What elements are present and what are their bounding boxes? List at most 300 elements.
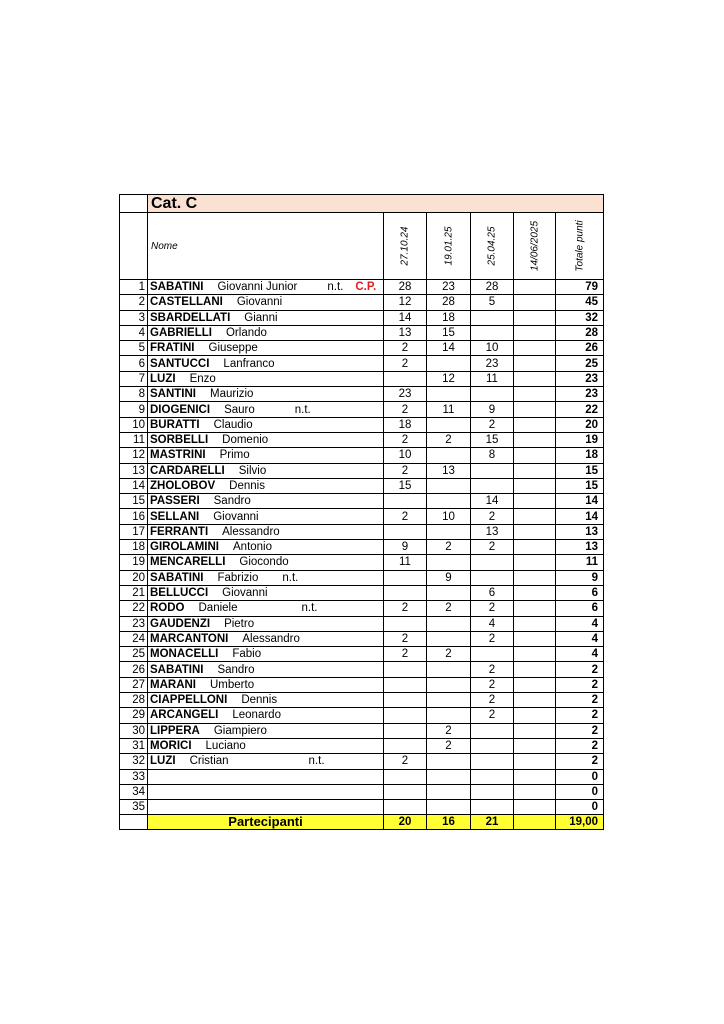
total-points-cell: 28 [556,325,604,340]
points-cell: 14 [471,494,514,509]
participant-name-cell [148,693,384,708]
points-cell: 14 [427,341,471,356]
points-cell: 13 [471,524,514,539]
participants-row [120,815,604,830]
standings-table [119,194,604,830]
row-number: 33 [120,769,148,784]
points-cell [427,387,471,402]
participant-name-cell [148,463,384,478]
points-cell: 23 [471,356,514,371]
points-cell: 2 [384,509,427,524]
participant-name-cell [148,524,384,539]
participant-surname: SABATINI [150,571,204,584]
total-points-cell: 6 [556,585,604,600]
table-row [120,738,604,753]
cp-marker: C.P. [355,281,377,294]
points-cell: 2 [427,647,471,662]
points-cell [427,555,471,570]
points-cell [471,647,514,662]
points-cell: 28 [427,295,471,310]
points-cell [514,356,556,371]
table-row [120,647,604,662]
header-blank-cell [120,213,148,280]
footer-blank-cell [120,815,148,830]
participant-name-cell [148,356,384,371]
points-cell [471,754,514,769]
points-cell: 14 [384,310,427,325]
points-cell: 2 [427,432,471,447]
participant-given-name: Dennis [241,694,278,707]
participant-name-cell [148,585,384,600]
participant-surname: MASTRINI [150,449,206,462]
points-cell: 18 [427,310,471,325]
row-number: 27 [120,677,148,692]
participants-count-cell: 20 [384,815,427,830]
participant-name-cell [148,509,384,524]
participant-given-name: Gianni [244,311,278,324]
total-points-cell: 79 [556,280,604,295]
table-row [120,402,604,417]
points-cell: 12 [427,371,471,386]
row-number: 17 [120,524,148,539]
participant-surname: SANTUCCI [150,357,210,370]
points-cell [514,754,556,769]
table-row [120,555,604,570]
row-number: 10 [120,417,148,432]
participant-name-cell [148,417,384,432]
participant-name-cell [148,708,384,723]
participant-name-cell [148,616,384,631]
table-row [120,769,604,784]
participant-given-name: Sandro [213,495,251,508]
points-cell [514,631,556,646]
row-number: 9 [120,402,148,417]
row-number: 32 [120,754,148,769]
points-cell: 2 [471,631,514,646]
participant-name-cell [148,280,384,295]
total-points-cell: 45 [556,295,604,310]
table-row [120,494,604,509]
points-cell [471,555,514,570]
points-cell: 10 [471,341,514,356]
participant-given-name: Orlando [225,327,267,340]
points-cell [471,387,514,402]
points-cell: 2 [384,601,427,616]
points-cell: 4 [471,616,514,631]
points-cell [427,448,471,463]
row-number: 12 [120,448,148,463]
points-cell: 2 [471,417,514,432]
row-number: 13 [120,463,148,478]
points-cell: 28 [384,280,427,295]
total-points-cell: 0 [556,784,604,799]
points-cell [514,784,556,799]
points-cell [427,677,471,692]
points-cell: 2 [384,432,427,447]
points-cell [514,601,556,616]
points-cell [514,555,556,570]
points-cell [427,417,471,432]
total-points-cell: 9 [556,570,604,585]
participant-name-cell [148,325,384,340]
participant-given-name: Giovanni [213,510,259,523]
participant-surname: MENCARELLI [150,556,226,569]
row-number: 34 [120,784,148,799]
participant-name-cell [148,310,384,325]
total-points-cell: 2 [556,662,604,677]
table-row [120,387,604,402]
row-number: 21 [120,585,148,600]
participant-name-cell [148,662,384,677]
table-row [120,800,604,815]
points-cell: 2 [471,662,514,677]
total-points-cell: 13 [556,524,604,539]
total-points-cell: 18 [556,448,604,463]
points-cell [384,524,427,539]
row-number: 24 [120,631,148,646]
participant-given-name: Pietro [224,617,255,630]
points-cell [427,631,471,646]
participant-surname: MORICI [150,740,192,753]
nt-marker: n.t. [327,281,344,294]
points-cell: 2 [384,754,427,769]
participant-given-name: Daniele [198,602,238,615]
participant-surname: BURATTI [150,418,200,431]
participant-name-cell [148,738,384,753]
nt-marker: n.t. [282,571,299,584]
row-number: 35 [120,800,148,815]
row-number: 19 [120,555,148,570]
points-cell [514,402,556,417]
participants-count-cell [514,815,556,830]
name-header: Nome [148,213,384,280]
total-points-cell: 26 [556,341,604,356]
points-cell [514,769,556,784]
participant-surname: GAUDENZI [150,617,211,630]
points-cell: 2 [471,540,514,555]
total-points-cell: 13 [556,540,604,555]
points-cell: 2 [384,647,427,662]
nt-marker: n.t. [308,755,325,768]
participant-name-cell [148,754,384,769]
points-cell [514,738,556,753]
participant-surname: CASTELLANI [150,296,223,309]
participant-surname: SANTINI [150,388,196,401]
participant-surname: CARDARELLI [150,464,225,477]
points-cell [427,585,471,600]
date-header-label: 27.10.24 [399,226,411,266]
points-cell: 8 [471,448,514,463]
participant-surname: CIAPPELLONI [150,694,228,707]
points-cell: 2 [471,708,514,723]
participant-surname: MARCANTONI [150,632,229,645]
participant-name-cell [148,784,384,799]
total-points-cell: 6 [556,601,604,616]
participant-surname: DIOGENICI [150,403,211,416]
participant-surname: SABATINI [150,663,204,676]
total-points-cell: 15 [556,463,604,478]
participant-surname: SBARDELLATI [150,311,231,324]
total-points-cell: 32 [556,310,604,325]
total-points-cell: 22 [556,402,604,417]
points-cell [514,417,556,432]
participant-given-name: Dennis [229,480,265,492]
points-cell: 23 [427,280,471,295]
points-cell [384,693,427,708]
participant-given-name: Sauro [224,403,255,416]
total-points-cell: 14 [556,509,604,524]
participant-given-name: Alessandro [222,525,280,538]
points-cell: 2 [384,463,427,478]
points-cell: 13 [384,325,427,340]
points-cell: 2 [384,341,427,356]
participant-surname: PASSERI [150,495,200,508]
row-number: 23 [120,616,148,631]
table-row [120,448,604,463]
participant-name-cell [148,570,384,585]
row-number: 30 [120,723,148,738]
points-cell [514,448,556,463]
points-cell: 11 [384,555,427,570]
points-cell: 11 [427,402,471,417]
sheet-title: Cat. C [148,195,604,213]
points-cell [427,800,471,815]
table-row [120,631,604,646]
total-points-cell: 23 [556,387,604,402]
points-cell [514,478,556,493]
participant-surname: RODO [150,602,185,615]
points-cell [514,387,556,402]
points-cell [427,616,471,631]
date-header-4 [514,213,556,280]
total-points-cell: 2 [556,723,604,738]
row-number: 2 [120,295,148,310]
total-points-cell: 2 [556,708,604,723]
table-row [120,677,604,692]
row-number: 6 [120,356,148,371]
participant-name-cell [148,800,384,815]
points-cell: 2 [427,601,471,616]
total-points-cell: 4 [556,647,604,662]
participant-given-name: Fabrizio [217,571,259,584]
participant-given-name: Umberto [210,678,255,691]
points-cell [427,784,471,799]
table-row [120,723,604,738]
points-cell [514,693,556,708]
row-number: 31 [120,738,148,753]
row-number: 7 [120,371,148,386]
points-cell [427,662,471,677]
participant-surname: GIROLAMINI [150,541,219,554]
total-points-cell: 14 [556,494,604,509]
points-cell: 2 [384,356,427,371]
total-points-cell: 2 [556,738,604,753]
points-cell [514,570,556,585]
participant-given-name: Enzo [189,372,216,385]
points-cell [471,310,514,325]
row-number: 22 [120,601,148,616]
points-cell [427,478,471,493]
points-cell [471,769,514,784]
total-points-cell: 4 [556,631,604,646]
row-number: 26 [120,662,148,677]
table-row [120,601,604,616]
participant-given-name: Giovanni [222,587,268,600]
points-cell: 6 [471,585,514,600]
points-cell: 2 [471,693,514,708]
points-cell: 12 [384,295,427,310]
date-header-2 [427,213,471,280]
points-cell [384,371,427,386]
points-cell [427,769,471,784]
points-cell [427,693,471,708]
points-cell: 10 [384,448,427,463]
participant-given-name: Lanfranco [223,357,275,370]
row-number: 18 [120,540,148,555]
table-row [120,585,604,600]
points-cell [514,800,556,815]
participant-given-name: Antonio [233,541,273,554]
row-number: 8 [120,387,148,402]
points-cell: 9 [427,570,471,585]
title-row [120,195,604,213]
row-number: 5 [120,341,148,356]
points-cell: 9 [471,402,514,417]
points-cell [471,570,514,585]
participant-given-name: Giocondo [239,556,289,569]
participant-given-name: Silvio [238,464,267,477]
total-points-cell: 4 [556,616,604,631]
points-cell [384,723,427,738]
participant-given-name: Sandro [217,663,255,676]
table-row [120,295,604,310]
row-number: 3 [120,310,148,325]
points-cell [427,754,471,769]
points-cell [514,325,556,340]
participant-name-cell [148,631,384,646]
participant-name-cell [148,341,384,356]
points-cell [471,463,514,478]
participant-surname: ARCANGELI [150,709,219,722]
participant-name-cell [148,540,384,555]
row-number: 20 [120,570,148,585]
points-cell [514,341,556,356]
participant-given-name: Claudio [213,418,253,431]
points-cell: 10 [427,509,471,524]
participant-name-cell [148,295,384,310]
participant-surname: GABRIELLI [150,327,212,340]
points-cell [514,616,556,631]
total-header [556,213,604,280]
total-points-cell: 20 [556,417,604,432]
table-row [120,463,604,478]
points-cell: 2 [384,631,427,646]
participant-name-cell [148,371,384,386]
table-row [120,310,604,325]
row-number: 28 [120,693,148,708]
points-cell: 23 [384,387,427,402]
points-cell: 5 [471,295,514,310]
participants-count-cell: 16 [427,815,471,830]
participant-surname: SELLANI [150,510,200,523]
points-cell [427,356,471,371]
points-cell [384,662,427,677]
total-points-cell: 0 [556,800,604,815]
participant-name-cell [148,647,384,662]
points-cell [384,769,427,784]
points-cell: 2 [427,738,471,753]
row-number: 4 [120,325,148,340]
total-points-cell: 19 [556,432,604,447]
points-cell: 15 [471,432,514,447]
points-cell [471,325,514,340]
table-row [120,417,604,432]
table-row [120,509,604,524]
row-number: 25 [120,647,148,662]
points-cell [384,585,427,600]
participant-name-cell [148,677,384,692]
points-cell [427,524,471,539]
points-cell [514,463,556,478]
points-cell: 11 [471,371,514,386]
points-cell [514,540,556,555]
participant-name-cell [148,769,384,784]
points-cell: 15 [384,478,427,493]
table-row [120,341,604,356]
points-cell: 18 [384,417,427,432]
points-cell [384,784,427,799]
row-number: 1 [120,280,148,295]
nt-marker: n.t. [294,403,311,416]
participant-surname: MONACELLI [150,648,219,661]
total-points-cell: 23 [556,371,604,386]
table-row [120,280,604,295]
points-cell [427,494,471,509]
table-row [120,356,604,371]
date-header-3 [471,213,514,280]
points-cell [471,738,514,753]
points-cell [384,677,427,692]
participant-name-cell [148,494,384,509]
participant-surname: LIPPERA [150,724,200,737]
points-cell [514,647,556,662]
participant-given-name: Alessandro [242,632,300,645]
points-cell [514,662,556,677]
points-cell [514,432,556,447]
total-points-cell: 11 [556,555,604,570]
points-cell [514,524,556,539]
date-header-label: 25.04.25 [486,226,498,266]
points-cell [514,585,556,600]
points-cell: 9 [384,540,427,555]
table-row [120,693,604,708]
points-cell [514,677,556,692]
points-cell [471,800,514,815]
total-points-cell: 2 [556,754,604,769]
participant-given-name: Giuseppe [208,342,258,355]
participant-given-name: Maurizio [210,388,254,401]
points-cell [471,784,514,799]
row-number: 16 [120,509,148,524]
participant-given-name: Giampiero [213,724,267,737]
participant-given-name: Giovanni [236,296,283,309]
points-cell: 13 [427,463,471,478]
points-cell [384,738,427,753]
participant-given-name: Primo [219,449,250,462]
participants-count-cell: 21 [471,815,514,830]
participant-surname: FERRANTI [150,525,209,538]
participant-name-cell [148,723,384,738]
